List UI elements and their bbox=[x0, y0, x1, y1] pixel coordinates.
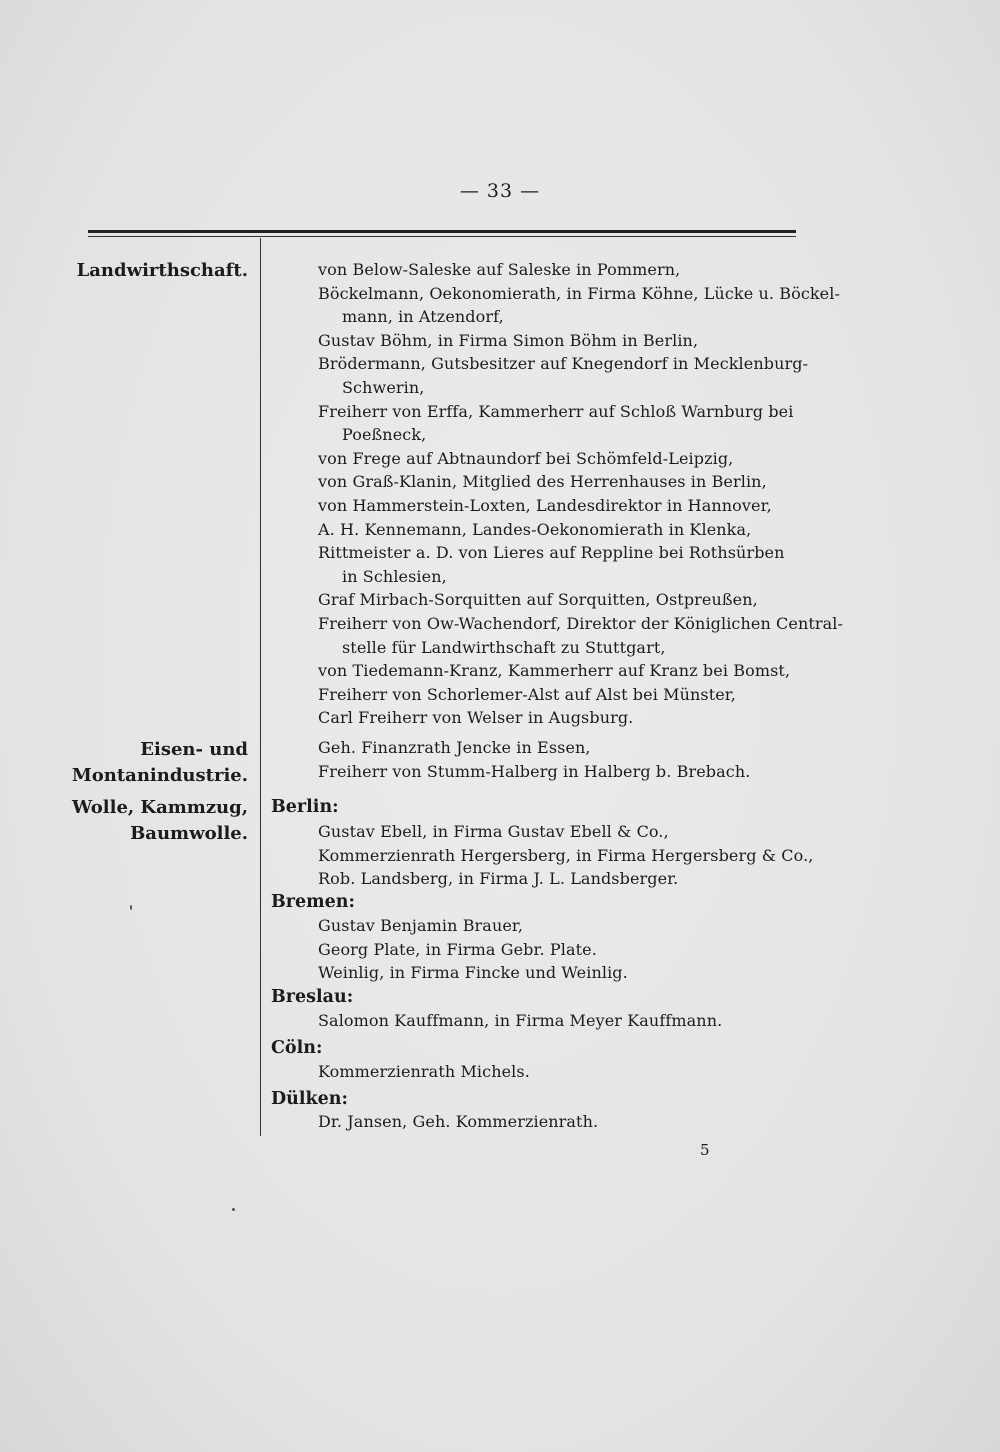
city-entries-breslau bbox=[318, 1009, 800, 1033]
list-item: A. H. Kennemann, Landes-Oekonomierath in Klenka, bbox=[318, 519, 752, 539]
header-rule-thin bbox=[88, 236, 796, 237]
list-item: Gustav Ebell, in Firma Gustav Ebell & Co., bbox=[318, 822, 669, 841]
section-heading-line: Wolle, Kammzug, bbox=[72, 797, 248, 818]
header-rule-thick bbox=[88, 230, 796, 233]
list-item: Gustav Böhm, in Firma Simon Böhm in Berlin, bbox=[318, 330, 699, 350]
list-item: Dr. Jansen, Geh. Kommerzienrath. bbox=[318, 1112, 599, 1131]
list-item: mann, in Atzendorf, bbox=[342, 307, 504, 327]
list-item: Poeßneck, bbox=[342, 425, 427, 445]
signature-mark: 5 bbox=[700, 1141, 710, 1159]
page-number: — 33 — bbox=[459, 180, 541, 202]
print-speck bbox=[130, 905, 132, 910]
city-heading-bremen: Bremen: bbox=[271, 892, 355, 912]
section-entries-montanindustrie bbox=[318, 736, 800, 783]
section-heading-wolle bbox=[72, 795, 248, 847]
list-item: Georg Plate, in Firma Gebr. Plate. bbox=[318, 939, 597, 959]
list-item: Böckelmann, Oekonomierath, in Firma Köhne, Lücke u. Böckel- bbox=[318, 283, 840, 303]
city-heading-coeln: Cöln: bbox=[271, 1038, 323, 1058]
list-item: Gustav Benjamin Brauer, bbox=[318, 916, 524, 935]
city-entries-coeln bbox=[318, 1060, 800, 1084]
city-entries-bremen bbox=[318, 914, 800, 985]
city-entries-berlin bbox=[318, 820, 814, 891]
list-item: Schwerin, bbox=[342, 377, 425, 397]
section-heading-line: Baumwolle. bbox=[130, 823, 248, 844]
list-item: Salomon Kauffmann, in Firma Meyer Kauffmann. bbox=[318, 1011, 723, 1030]
column-divider bbox=[260, 238, 261, 1136]
list-item: von Graß-Klanin, Mitglied des Herrenhauses in Berlin, bbox=[318, 472, 767, 492]
city-heading-breslau: Breslau: bbox=[271, 987, 354, 1007]
list-item: Freiherr von Schorlemer-Alst auf Alst bei Münster, bbox=[318, 684, 736, 704]
list-item: von Frege auf Abtnaundorf bei Schömfeld-Leipzig, bbox=[318, 448, 734, 468]
list-item: Brödermann, Gutsbesitzer auf Knegendorf in Mecklenburg- bbox=[318, 354, 809, 374]
list-item: Geh. Finanzrath Jencke in Essen, bbox=[318, 738, 591, 757]
print-speck bbox=[232, 1208, 235, 1211]
section-entries-landwirthschaft bbox=[318, 258, 844, 730]
list-item: stelle für Landwirthschaft zu Stuttgart, bbox=[342, 637, 666, 657]
list-item: Graf Mirbach-Sorquitten auf Sorquitten, Ostpreußen, bbox=[318, 590, 758, 610]
list-item: Rittmeister a. D. von Lieres auf Reppline bei Rothsürben bbox=[318, 543, 785, 563]
list-item: in Schlesien, bbox=[342, 566, 447, 586]
section-heading-line: Landwirthschaft. bbox=[76, 260, 248, 281]
list-item: Rob. Landsberg, in Firma J. L. Landsberger. bbox=[318, 869, 679, 889]
section-heading-line: Eisen- und bbox=[140, 739, 248, 760]
list-item: Freiherr von Ow-Wachendorf, Direktor der Königlichen Central- bbox=[318, 613, 844, 633]
city-heading-duelken: Dülken: bbox=[271, 1089, 348, 1109]
city-entries-duelken bbox=[318, 1110, 800, 1134]
list-item: Weinlig, in Firma Fincke und Weinlig. bbox=[318, 963, 628, 983]
list-item: Freiherr von Stumm-Halberg in Halberg b. Brebach. bbox=[318, 761, 751, 781]
list-item: von Below-Saleske auf Saleske in Pommern, bbox=[318, 260, 681, 279]
section-heading-line: Montanindustrie. bbox=[71, 765, 248, 786]
list-item: von Hammerstein-Loxten, Landesdirektor in Hannover, bbox=[318, 495, 772, 515]
list-item: von Tiedemann-Kranz, Kammerherr auf Kranz bei Bomst, bbox=[318, 661, 791, 681]
section-heading-landwirthschaft bbox=[77, 258, 248, 284]
list-item: Carl Freiherr von Welser in Augsburg. bbox=[318, 708, 634, 728]
list-item: Freiherr von Erffa, Kammerherr auf Schloß Warnburg bei bbox=[318, 401, 794, 421]
list-item: Kommerzienrath Michels. bbox=[318, 1062, 530, 1081]
section-heading-montanindustrie bbox=[72, 737, 248, 789]
city-heading-berlin: Berlin: bbox=[271, 797, 339, 817]
list-item: Kommerzienrath Hergersberg, in Firma Hergersberg & Co., bbox=[318, 845, 814, 865]
